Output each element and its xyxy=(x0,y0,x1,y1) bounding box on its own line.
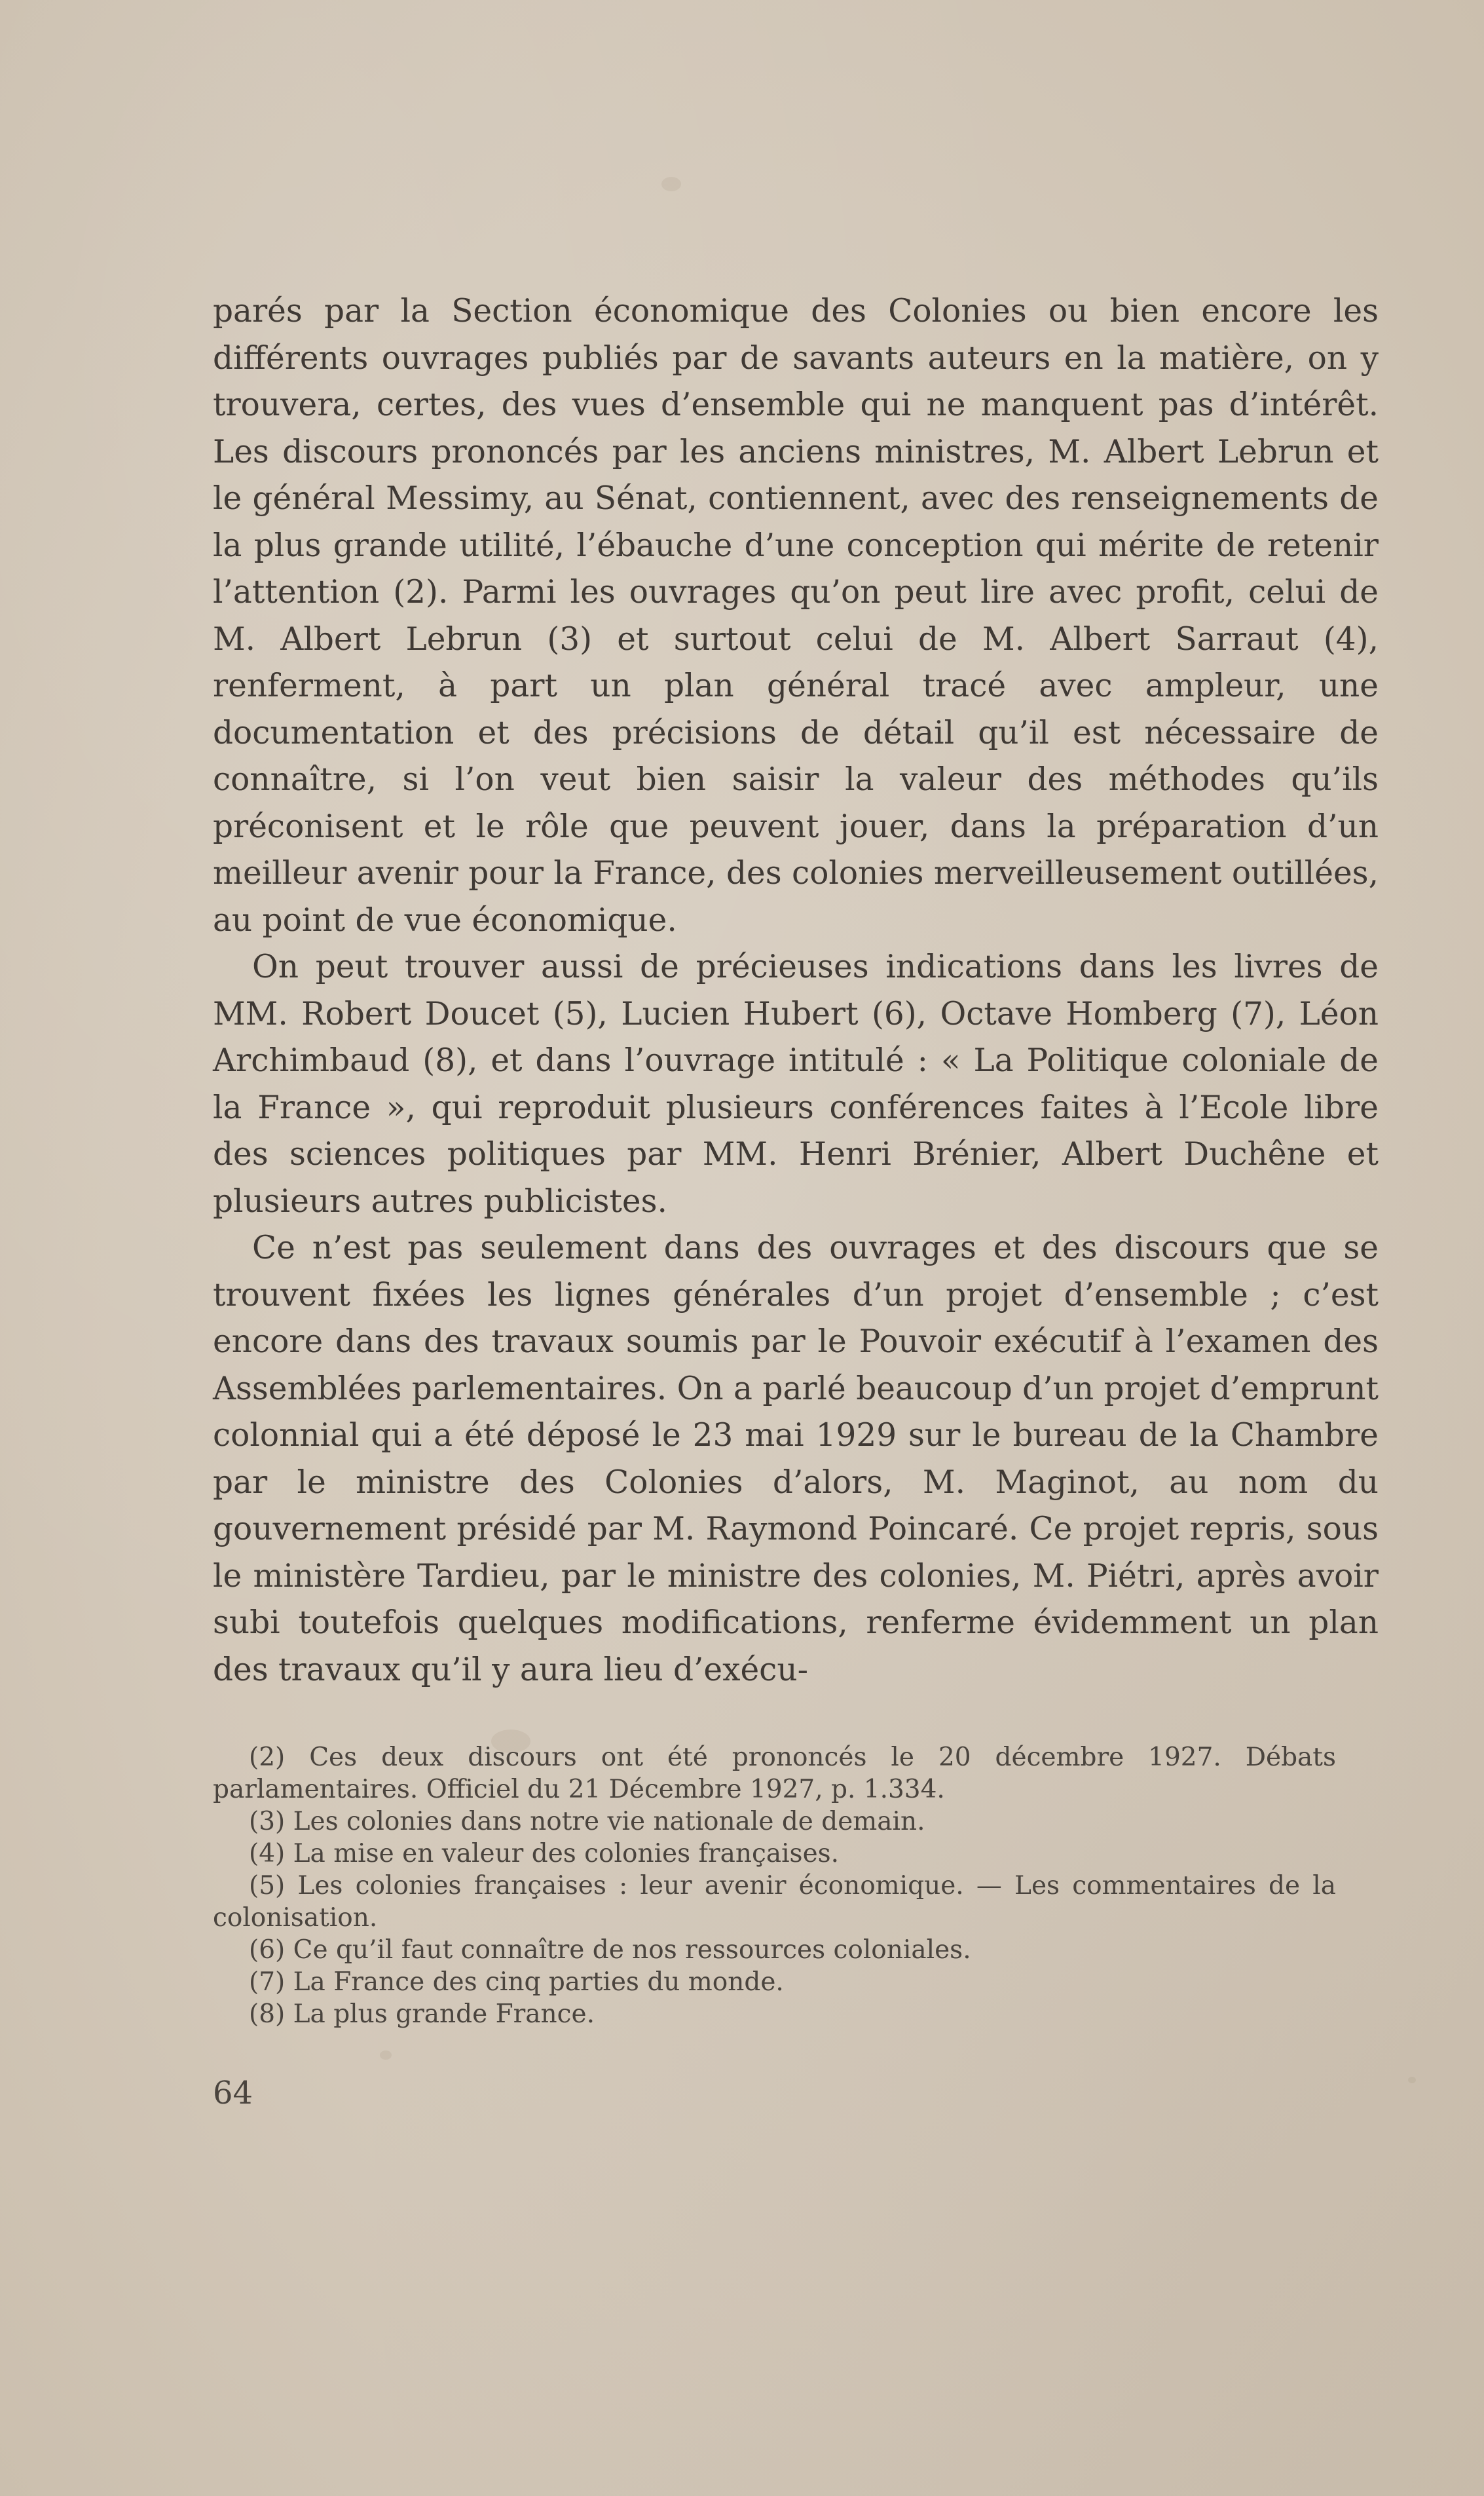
paragraph: parés par la Section économique des Colonies ou bien encore les différents ouvrages publiés par de savants auteurs en la matière, on y trouvera, certes, des vues d’ensemble qui ne manquent pas d’intérêt. Les discours prononcés par les anciens ministres, M. Albert Lebrun et le général Messimy, au Sénat, contiennent, avec des renseignements de la plus grande utilité, l’ébauche d’une conception qui mérite de retenir l’attention (2). Parmi les ouvrages qu’on peut lire avec profit, celui de M. Albert Lebrun (3) et surtout celui de M. Albert Sarraut (4), renferment, à part un plan général tracé avec ampleur, une documentation et des précisions de détail qu’il est nécessaire de connaître, si l’on veut bien saisir la valeur des méthodes qu’ils préconisent et le rôle que peuvent jouer, dans la préparation d’un meilleur avenir pour la France, des colonies merveilleusement outillées, au point de vue économique. xyxy=(213,293,1379,939)
footnote: (4) La mise en valeur des colonies françaises. xyxy=(249,1839,840,1868)
page-number: 64 xyxy=(213,2075,253,2111)
footnote: (5) Les colonies françaises : leur avenir économique. — Les commentaires de la colonisation. xyxy=(213,1871,1336,1933)
paragraph: Ce n’est pas seulement dans des ouvrages et des discours que se trouvent fixées les lignes générales d’un projet d’ensemble ; c’est encore dans des travaux soumis par le Pouvoir exécutif à l’examen des Assemblées parlementaires. On a parlé beaucoup d’un projet d’emprunt colonnial qui a été déposé le 23 mai 1929 sur le bureau de la Chambre par le ministre des Colonies d’alors, M. Maginot, au nom du gouvernement présidé par M. Raymond Poincaré. Ce projet repris, sous le ministère Tardieu, par le ministre des colonies, M. Piétri, après avoir subi toutefois quelques modifications, renferme évidemment un plan des travaux qu’il y aura lieu d’exécu- xyxy=(213,1230,1379,1688)
footnote: (3) Les colonies dans notre vie nationale de demain. xyxy=(249,1807,925,1836)
footnotes xyxy=(213,1741,1336,2030)
paragraph: On peut trouver aussi de précieuses indications dans les livres de MM. Robert Doucet (5), Lucien Hubert (6), Octave Homberg (7), Léon Archimbaud (8), et dans l’ouvrage intitulé : « La Politique coloniale de la France », qui reproduit plusieurs conférences faites à l’Ecole libre des sciences politiques par MM. Henri Brénier, Albert Duchêne et plusieurs autres publicistes. xyxy=(213,949,1379,1220)
main-text xyxy=(213,288,1379,1693)
footnote: (6) Ce qu’il faut connaître de nos ressources coloniales. xyxy=(249,1935,971,1965)
paper-stain xyxy=(1408,2077,1416,2083)
footnote: (2) Ces deux discours ont été prononcés le 20 décembre 1927. Débats parlamentaires. Officiel du 21 Décembre 1927, p. 1.334. xyxy=(213,1743,1336,1804)
footnote: (8) La plus grande France. xyxy=(249,1999,595,2029)
paper-stain xyxy=(380,2051,392,2060)
footnote: (7) La France des cinq parties du monde. xyxy=(249,1967,784,1997)
paper-stain xyxy=(661,177,681,191)
